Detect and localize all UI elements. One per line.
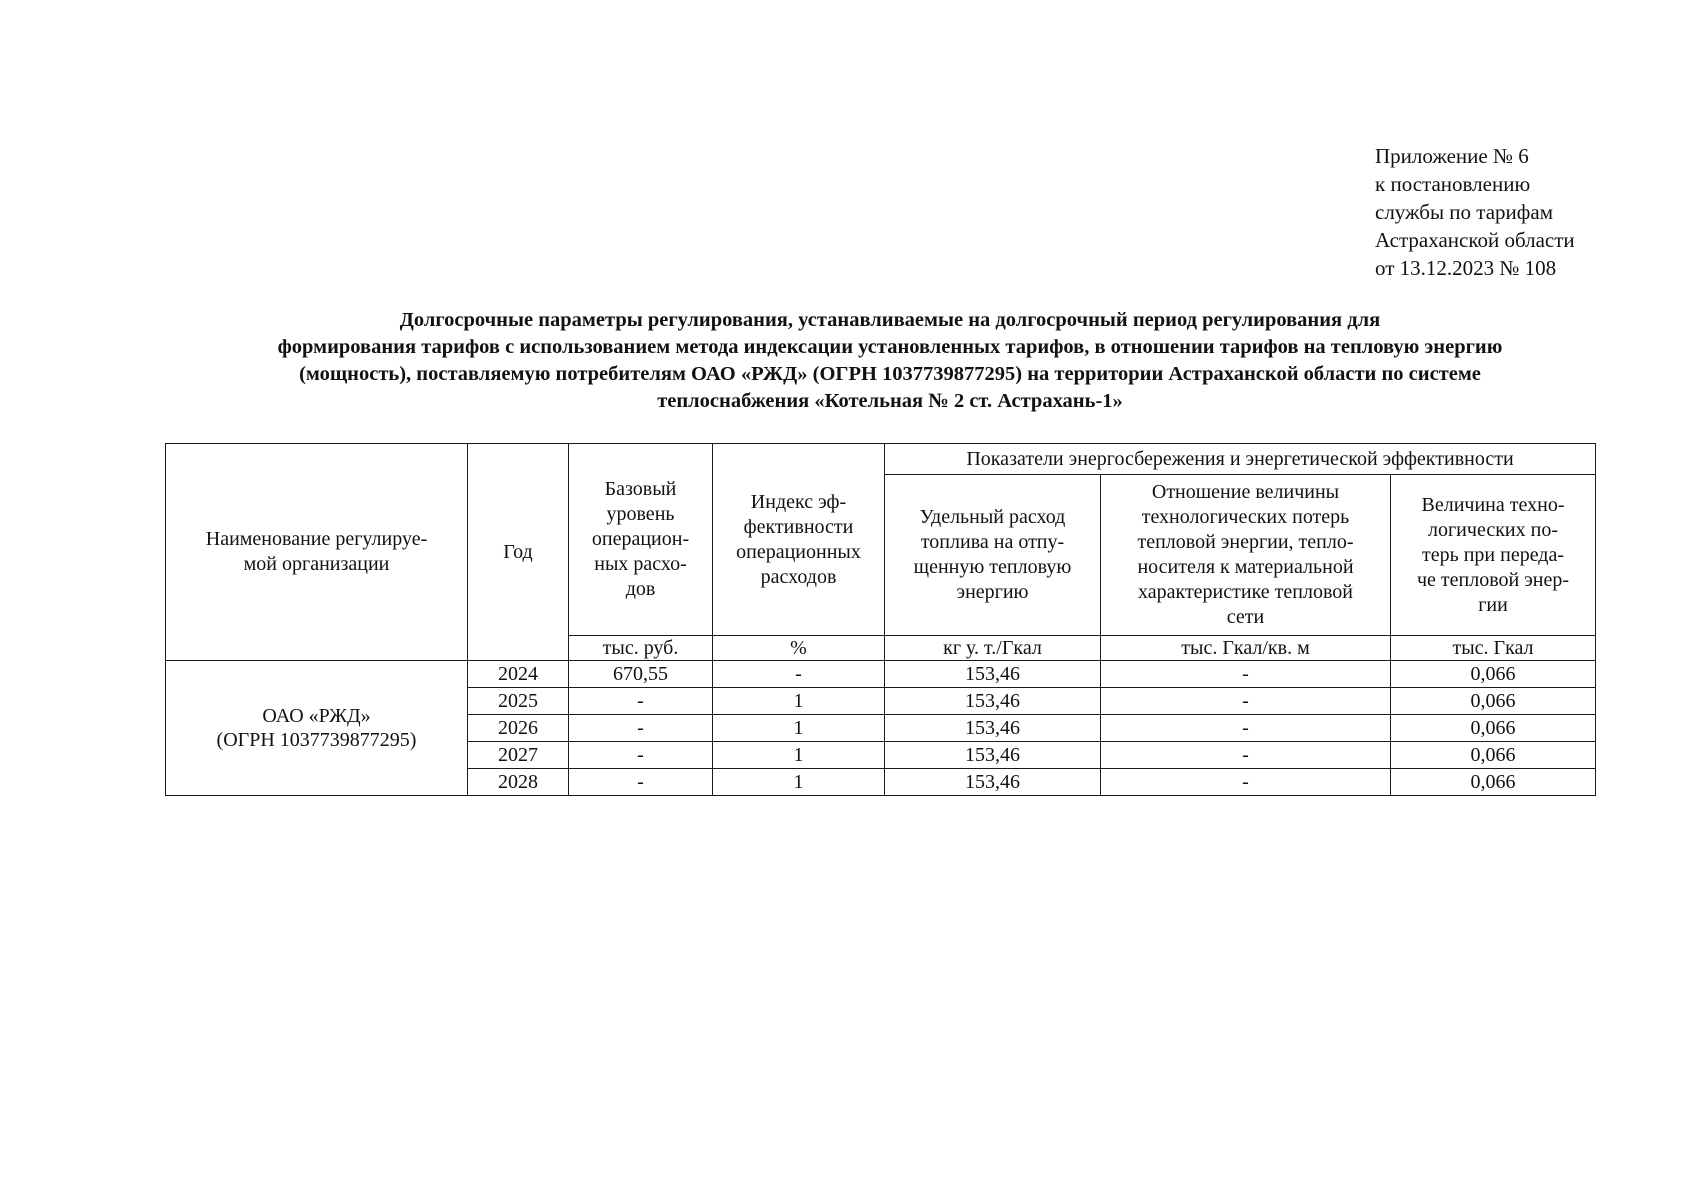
header-line: фективности (743, 515, 854, 538)
header-line: терь при переда- (1421, 543, 1565, 566)
header-line: характеристике тепловой (1138, 581, 1353, 603)
header-line: энергию (956, 581, 1029, 603)
header-line: дов (625, 578, 656, 600)
header-line: мой организации (243, 553, 390, 575)
unit-cell: тыс. руб. (569, 636, 713, 661)
header-fuel-cell (885, 475, 1101, 636)
year-cell: 2025 (468, 688, 569, 715)
header-line: технологических потерь (1141, 506, 1350, 528)
fuel-cell: 153,46 (885, 715, 1101, 742)
appendix-line: Астраханской области (1375, 228, 1575, 252)
parameters-table (165, 443, 1596, 796)
title-line: теплоснабжения «Котельная № 2 ст. Астрахань-1» (657, 390, 1123, 412)
index-cell: 1 (713, 688, 885, 715)
title-line: формирования тарифов с использованием метода индексации установленных тарифов, в отношении тарифов на тепловую энергию (277, 336, 1503, 358)
header-line: расходов (760, 565, 837, 588)
losses-cell: 0,066 (1391, 715, 1596, 742)
unit-cell: тыс. Гкал (1391, 636, 1596, 661)
header-line: Наименование регулируе- (205, 528, 428, 550)
year-cell: 2026 (468, 715, 569, 742)
base-cell: - (569, 742, 713, 769)
fuel-cell: 153,46 (885, 661, 1101, 688)
year-cell: 2024 (468, 661, 569, 688)
header-line: сети (1226, 606, 1265, 628)
header-line: операцион- (591, 528, 690, 550)
appendix-line: Приложение № 6 (1375, 144, 1529, 168)
appendix-line: от 13.12.2023 № 108 (1375, 256, 1557, 280)
header-org-cell (166, 444, 468, 661)
fuel-cell: 153,46 (885, 688, 1101, 715)
header-line: Год (503, 540, 533, 563)
ratio-cell: - (1101, 688, 1391, 715)
table-row (166, 661, 1596, 688)
ratio-cell: - (1101, 742, 1391, 769)
header-group-cell: Показатели энергосбережения и энергетической эффективности (885, 444, 1596, 475)
losses-cell: 0,066 (1391, 661, 1596, 688)
index-cell: 1 (713, 769, 885, 796)
title-line: (мощность), поставляемую потребителям ОАО «РЖД» (ОГРН 1037739877295) на территории Астраханской области по системе (299, 363, 1481, 385)
header-line: логических по- (1428, 518, 1558, 541)
header-line: Базовый (604, 478, 677, 500)
org-line: (ОГРН 1037739877295) (216, 729, 417, 751)
header-line: Величина техно- (1421, 493, 1565, 516)
header-base-cell (569, 444, 713, 636)
losses-cell: 0,066 (1391, 742, 1596, 769)
base-cell: - (569, 715, 713, 742)
organization-cell (166, 661, 468, 796)
header-row-group (166, 444, 1596, 475)
appendix-block (1375, 142, 1575, 282)
year-cell: 2028 (468, 769, 569, 796)
document-title (140, 307, 1640, 415)
header-year-cell (468, 444, 569, 661)
index-cell: - (713, 661, 885, 688)
appendix-line: службы по тарифам (1375, 200, 1553, 224)
losses-cell: 0,066 (1391, 688, 1596, 715)
index-cell: 1 (713, 715, 885, 742)
appendix-line: к постановлению (1375, 172, 1531, 196)
base-cell: 670,55 (569, 661, 713, 688)
header-line: гии (1478, 593, 1508, 616)
base-cell: - (569, 769, 713, 796)
header-line: че тепловой энер- (1416, 568, 1570, 591)
title-line: Долгосрочные параметры регулирования, устанавливаемые на долгосрочный период регулирования для (399, 309, 1381, 331)
header-line: тепловой энергии, тепло- (1137, 531, 1354, 553)
header-losses-cell (1391, 475, 1596, 636)
fuel-cell: 153,46 (885, 769, 1101, 796)
header-ratio-cell (1101, 475, 1391, 636)
losses-cell: 0,066 (1391, 769, 1596, 796)
org-line: ОАО «РЖД» (262, 705, 371, 727)
header-line: щенную тепловую (913, 556, 1072, 578)
header-index-cell (713, 444, 885, 636)
header-line: топлива на отпу- (920, 531, 1065, 553)
index-cell: 1 (713, 742, 885, 769)
ratio-cell: - (1101, 661, 1391, 688)
header-line: Удельный расход (919, 506, 1066, 528)
fuel-cell: 153,46 (885, 742, 1101, 769)
year-cell: 2027 (468, 742, 569, 769)
unit-cell: % (713, 636, 885, 661)
ratio-cell: - (1101, 769, 1391, 796)
header-line: уровень (606, 503, 675, 525)
header-line: операционных (736, 540, 861, 563)
base-cell: - (569, 688, 713, 715)
unit-cell: кг у. т./Гкал (885, 636, 1101, 661)
header-line: ных расхо- (594, 553, 687, 575)
ratio-cell: - (1101, 715, 1391, 742)
header-line: Индекс эф- (750, 490, 847, 513)
header-line: носителя к материальной (1137, 556, 1354, 578)
unit-cell: тыс. Гкал/кв. м (1101, 636, 1391, 661)
header-line: Отношение величины (1151, 481, 1340, 503)
